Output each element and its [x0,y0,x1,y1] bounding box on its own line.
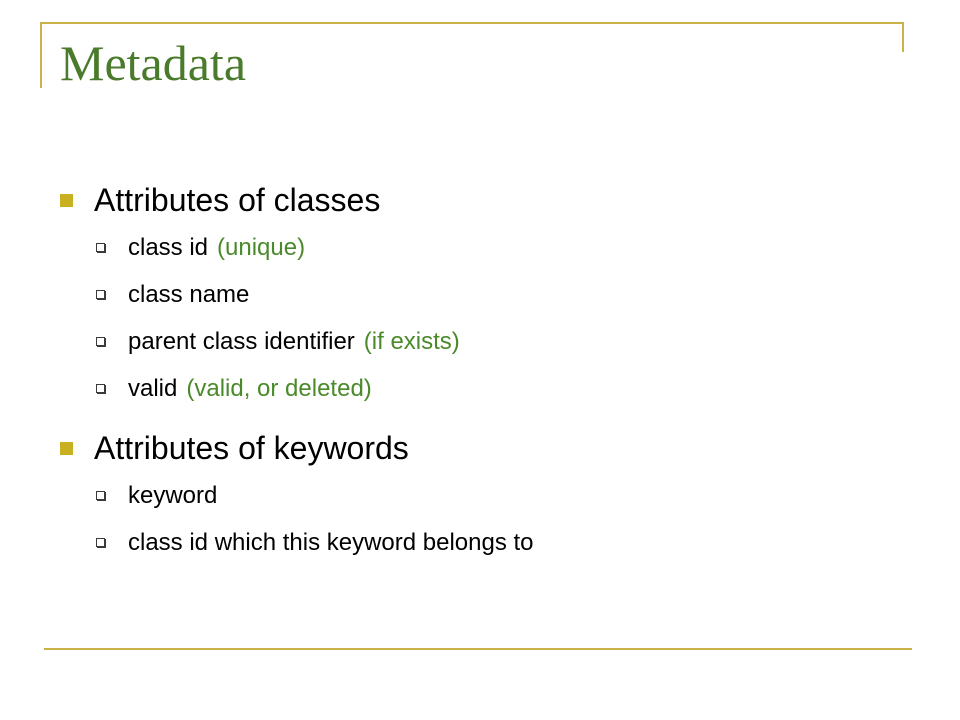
list-item-text: keyword [128,481,218,509]
list-item [60,224,900,271]
hollow-square-bullet-icon [96,538,105,547]
section-heading-text: Attributes of keywords [94,429,409,466]
hollow-square-bullet-icon [96,290,105,299]
square-bullet-icon [60,442,73,455]
square-bullet-icon [60,194,73,207]
hollow-square-bullet-icon [96,243,105,252]
frame-left-rule [40,22,42,88]
list-item-note: (if exists) [363,327,460,355]
list-item [60,365,900,412]
section-heading [60,176,900,224]
hollow-square-bullet-icon [96,384,105,393]
hollow-square-bullet-icon [96,491,105,500]
list-item [60,519,900,566]
frame-right-rule [902,22,904,52]
section-keywords [60,424,900,566]
list-item-text: class name [128,280,250,308]
frame-top-rule [40,22,904,24]
list-item-note: (unique) [217,233,306,261]
list-item-note: (valid, or deleted) [186,374,372,402]
list-item [60,318,900,365]
hollow-square-bullet-icon [96,337,105,346]
section-classes [60,176,900,412]
list-item-text: class id which this keyword belongs to [128,528,534,556]
list-item [60,472,900,519]
section-heading [60,424,900,472]
list-item-text: valid [128,374,178,402]
frame-bottom-rule [44,648,912,650]
slide-title: Metadata [60,35,247,91]
list-item-text: class id [128,233,209,261]
list-item-text: parent class identifier [128,327,355,355]
list-item [60,271,900,318]
bullet-content [60,176,900,566]
section-heading-text: Attributes of classes [94,181,381,218]
